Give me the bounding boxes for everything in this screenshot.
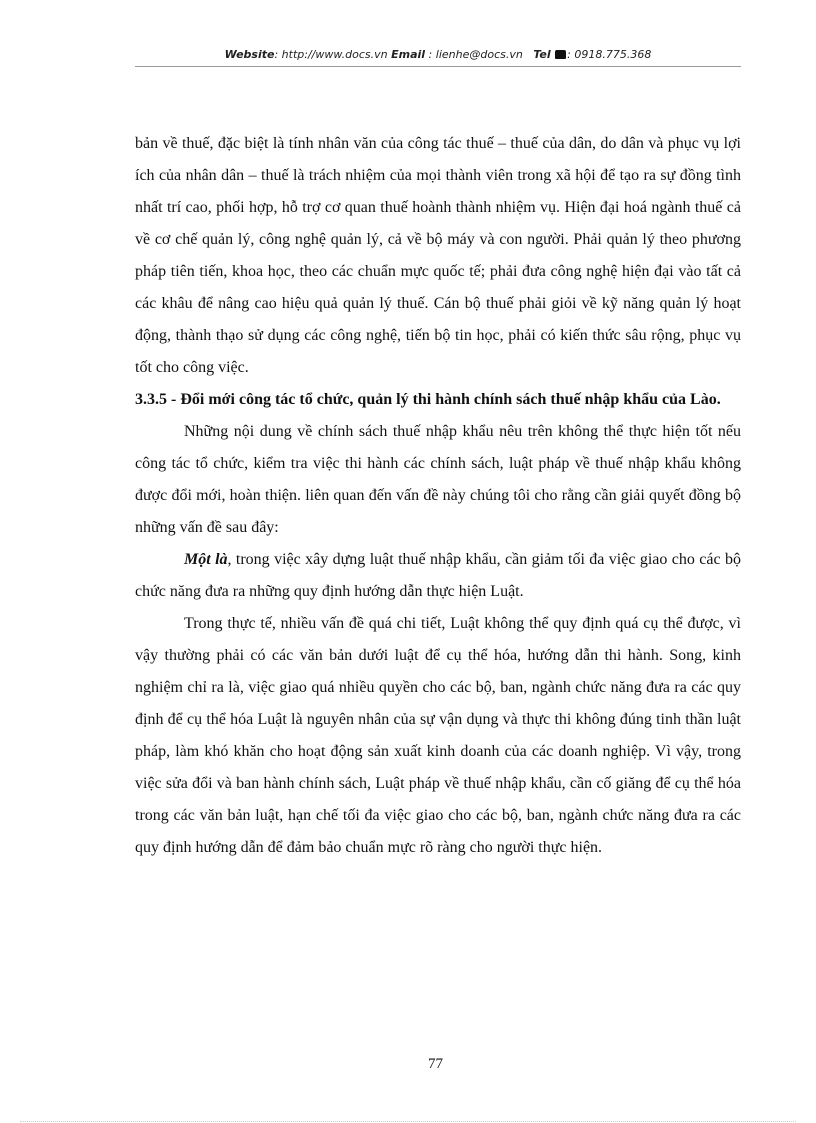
paragraph-3-lead: Một là (184, 551, 228, 568)
paragraph-1: bản về thuế, đặc biệt là tính nhân văn của công tác thuế – thuế của dân, do dân và phục vụ lợi ích của nhân dân – thuế là trách nhiệm của mọi thành viên trong xã hội để tạo ra sự đồng tình nhất trí cao, phối hợp, hỗ trợ cơ quan thuế hoành thành nhiệm vụ. Hiện đại hoá ngành thuế cả về cơ chế quản lý, công nghệ quản lý, cả về bộ máy và con người. Phải quản lý theo phương pháp tiên tiến, khoa học, theo các chuẩn mực quốc tế; phải đưa công nghệ hiện đại vào tất cả các khâu để nâng cao hiệu quả quản lý thuế. Cán bộ thuế phải giỏi về kỹ năng quản lý hoạt động, thành thạo sử dụng các công nghệ, tiến bộ tin học, phải có kiến thức sâu rộng, phục vụ tốt cho công việc. (135, 135, 741, 376)
website-url[interactable]: : http://www.docs.vn (274, 48, 388, 61)
tel-number: : 0918.775.368 (567, 48, 652, 61)
footer-divider (20, 1121, 796, 1122)
paragraph-3 (135, 544, 741, 608)
header-divider (135, 66, 741, 67)
paragraph-2: Những nội dung về chính sách thuế nhập khẩu nêu trên không thể thực hiện tốt nếu công tác tổ chức, kiểm tra việc thi hành các chính sách, luật pháp về thuế nhập khẩu không được đổi mới, hoàn thiện. liên quan đến vấn đề này chúng tôi cho rằng cần giải quyết đồng bộ những vấn đề sau đây: (135, 423, 741, 536)
website-label: Website (224, 48, 275, 61)
page-number: 77 (428, 1056, 443, 1072)
page-header (135, 48, 741, 61)
telephone-icon (555, 50, 566, 59)
section-heading: 3.3.5 - Đổi mới công tác tổ chức, quản lý thi hành chính sách thuế nhập khẩu của Lào. (135, 391, 721, 408)
paragraph-3-text: , trong việc xây dựng luật thuế nhập khẩu, cần giảm tối đa việc giao cho các bộ chức năng đưa ra những quy định hướng dẫn thực hiện Luật. (135, 551, 741, 600)
email-label: Email (391, 48, 426, 61)
email-address[interactable]: : lienhe@docs.vn (425, 48, 523, 61)
tel-label: Tel (533, 48, 551, 61)
document-body (135, 128, 741, 864)
paragraph-4: Trong thực tế, nhiều vấn đề quá chi tiết, Luật không thể quy định quá cụ thể được, vì vậy thường phải có các văn bản dưới luật để cụ thể hóa, hướng dẫn thi hành. Song, kinh nghiệm chỉ ra là, việc giao quá nhiều quyền cho các bộ, ban, ngành chức năng đưa ra các quy định để cụ thể hóa Luật là nguyên nhân của sự vận dụng và thực thi không đúng tinh thần luật pháp, làm khó khăn cho hoạt động sản xuất kinh doanh của các doanh nghiệp. Vì vậy, trong việc sửa đổi và ban hành chính sách, Luật pháp về thuế nhập khẩu, cần cố giăng để cụ thể hóa trong các văn bản luật, hạn chế tối đa việc giao cho các bộ, ban, ngành chức năng đưa ra các quy định hướng dẫn để đảm bảo chuẩn mực rõ ràng cho người thực hiện. (135, 615, 741, 856)
